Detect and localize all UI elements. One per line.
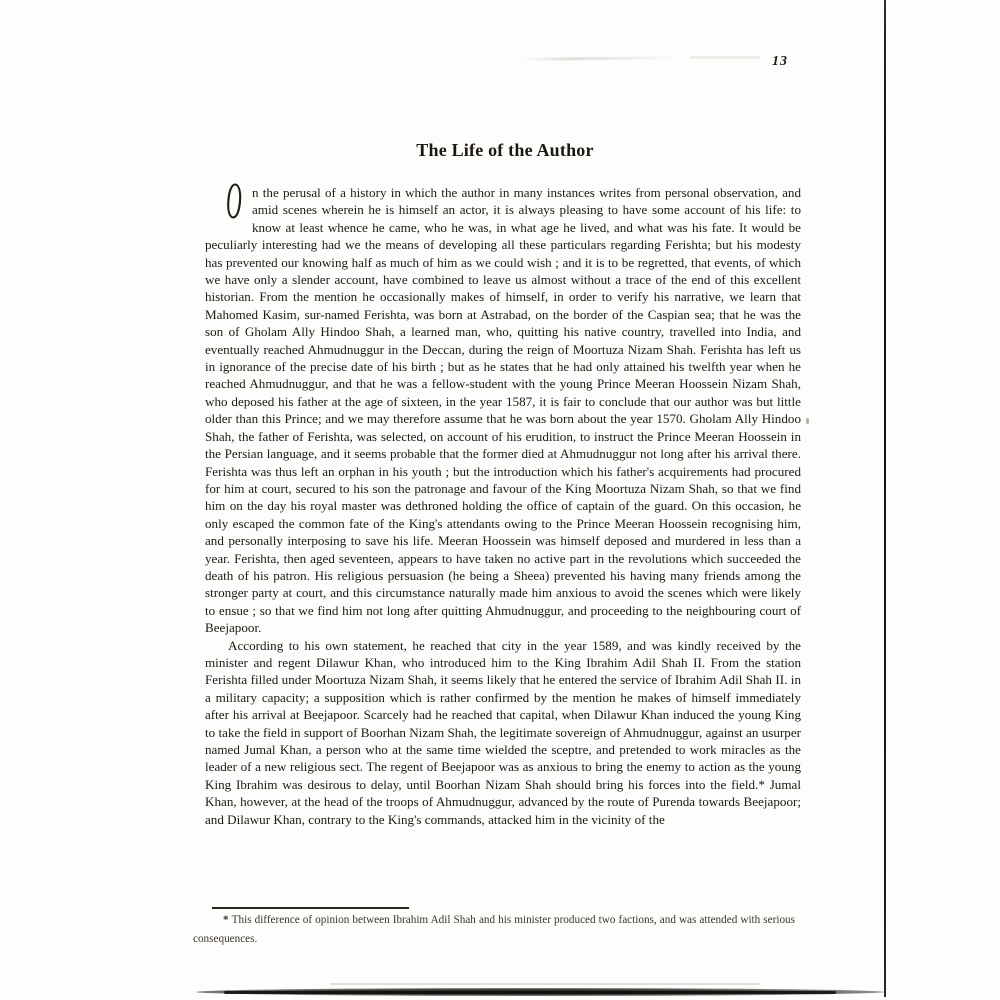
footnote-separator-rule [212,907,409,909]
scan-smudge [690,56,760,59]
body-text [205,173,801,828]
drop-cap-letter: O [226,173,242,230]
scan-smudge [520,56,680,61]
footnote-text: This difference of opinion between Ibrahim Adil Shah and his minister produced two factions, and was attended with serious consequences. [193,914,795,945]
paragraph-2: According to his own statement, he reached that city in the year 1589, and was kindly received by the minister and regent Dilawur Khan, who introduced him to the King Ibrahim Adil Shah II. From the station Ferishta filled under Moortuza Nizam Shah, it seems likely that he entered the service of Ibrahim Adil Shah II. in a military capacity; a supposition which is rather confirmed by the mention he makes of himself immediately after his arrival at Beejapoor. Scarcely had he reached that capital, when Dilawur Khan induced the young King to take the field in support of Boorhan Nizam Shah, the legitimate sovereign of Ahmudnuggur, against an usurper named Jumal Khan, a person who at the same time wielded the sceptre, and pretended to work miracles as the leader of a new religious sect. The regent of Beejapoor was as anxious to bring the enemy to action as the young King Ibrahim was desirous to delay, until Boorhan Nizam Shah should bring his forces into the field.* Jumal Khan, however, at the head of the troops of Ahmudnuggur, advanced by the route of Purenda towards Beejapoor; and Dilawur Khan, contrary to the King's commands, attacked him in the vicinity of the [205,637,801,827]
footnote [193,911,795,949]
scan-smudge [330,983,760,985]
page-number: 13 [772,54,788,69]
footnote-marker: * [223,914,229,926]
page-bottom-edge-shadow [196,988,884,996]
page-right-edge-line [884,0,886,997]
paragraph-1-text: n the perusal of a history in which the author in many instances writes from personal observation, and amid scenes wherein he is himself an actor, it is always pleasing to have some account of his life: to know at least whence he came, who he was, in what age he lived, and what was his fate. It would be peculiarly interesting had we the means of developing all these particulars regarding Ferishta; but his modesty has prevented our knowing half as much of him as we could wish ; and it is to be regretted, that events, of which we have only a slender account, have combined to leave us almost without a trace of the end of this excellent historian. From the mention he occasionally makes of himself, in order to verify his narrative, we learn that Mahomed Kasim, sur-named Ferishta, was born at Astrabad, on the border of the Caspian sea; that he was the son of Gholam Ally Hindoo Shah, a learned man, who, quitting his native country, travelled into India, and eventually reached Ahmudnuggur in the Deccan, during the reign of Moortuza Nizam Shah. Ferishta has left us in ignorance of the precise date of his birth ; but as he states that he had only attained his twelfth year when he reached Ahmudnuggur, and that he was a fellow-student with the young Prince Meeran Hoossein Nizam Shah, who deposed his father at the age of sixteen, in the year 1587, it is fair to conclude that our author was but little older than this Prince; and we may therefore assume that he was born about the year 1570. Gholam Ally Hindoo Shah, the father of Ferishta, was selected, on account of his erudition, to instruct the Prince Meeran Hoossein in the Persian language, and it seems probable that the former died at Ahmudnuggur not long after his arrival there. Ferishta was thus left an orphan in his youth ; but the introduction which his father's acquirements had procured for him at court, secured to his son the patronage and favour of the King Moortuza Nizam Shah, so that we find him on the day his royal master was dethroned holding the office of captain of the guard. On this occasion, he only escaped the common fate of the King's attendants owing to the Prince Meeran Hoossein recognising him, and personally interposing to save his life. Meeran Hoossein was himself deposed and murdered in less than a year. Ferishta, then aged seventeen, appears to have taken no active part in the revolutions which succeeded the death of his patron. His religious persuasion (he being a Sheea) prevented his having many friends among the stronger party at court, and this circumstance naturally made him anxious to avoid the scenes which were likely to ensue ; so that we find him not long after quitting Ahmudnuggur, and proceeding to the neighbouring court of Beejapoor. [205,185,801,636]
scan-speck [806,418,809,424]
chapter-title: The Life of the Author [416,140,594,160]
paragraph-1 [205,173,801,637]
drop-cap [226,173,245,230]
